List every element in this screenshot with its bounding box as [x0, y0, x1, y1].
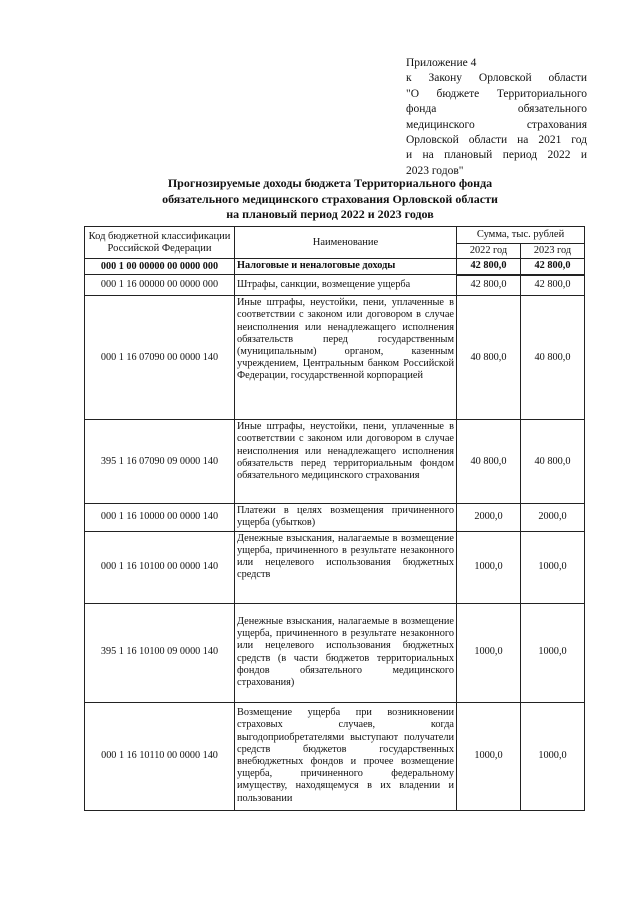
row-name: Денежные взыскания, налагаемые в возмещение ущерба, причиненного в результате незаконного или нецелевого использования бюджетных средств (в части бюджетов территориальных фондов обязательного медицинского страхования) [235, 603, 457, 702]
appendix-line: Приложение 4 [406, 57, 477, 69]
title-line-2: обязательного медицинского страхования Орловской области [162, 191, 498, 206]
row-value-2022: 1000,0 [457, 531, 521, 603]
row-value-2023: 40 800,0 [521, 296, 585, 420]
appendix-line: к Закону Орловской области [406, 72, 587, 85]
row-name: Возмещение ущерба при возникновении страховых случаев, когда выгодоприобретателями выступают получатели средств бюджетов государственных внебюджетных фондов и прочее возмещение ущерба, причиненного федеральному имуществу, находящемуся в их владении и пользовании [235, 702, 457, 810]
table-row [85, 296, 585, 420]
header-sum: Сумма, тыс. рублей [457, 227, 585, 244]
row-code: 395 1 16 07090 09 0000 140 [85, 420, 235, 504]
row-value-2022: 1000,0 [457, 702, 521, 810]
appendix-line: Орловской области на 2021 год [406, 134, 587, 147]
row-value-2023: 42 800,0 [521, 275, 585, 296]
row-value-2023: 42 800,0 [521, 259, 585, 275]
appendix-line: 2023 годов" [406, 164, 464, 177]
appendix-line: фонда обязательного [406, 103, 587, 116]
appendix-line: медицинского страхования [406, 118, 587, 131]
header-year-2022: 2022 год [457, 244, 521, 259]
table-row [85, 702, 585, 810]
row-name: Денежные взыскания, налагаемые в возмещение ущерба, причиненного в результате незаконного или нецелевого использования бюджетных средств [235, 531, 457, 603]
row-value-2023: 1000,0 [521, 531, 585, 603]
header-name: Наименование [235, 227, 457, 259]
row-name: Штрафы, санкции, возмещение ущерба [235, 275, 457, 296]
row-value-2022: 40 800,0 [457, 296, 521, 420]
table-row [85, 504, 585, 531]
row-code: 395 1 16 10100 09 0000 140 [85, 603, 235, 702]
table-row [85, 603, 585, 702]
header-year-2023: 2023 год [521, 244, 585, 259]
row-code: 000 1 16 00000 00 0000 000 [85, 275, 235, 296]
appendix-note [406, 56, 587, 179]
title-line-1: Прогнозируемые доходы бюджета Территориального фонда [167, 176, 493, 190]
row-name: Налоговые и неналоговые доходы [235, 259, 457, 275]
row-value-2022: 42 800,0 [457, 275, 521, 296]
table-header-row [85, 227, 585, 244]
table-row [85, 420, 585, 504]
revenue-table [84, 226, 585, 811]
row-code: 000 1 00 00000 00 0000 000 [85, 259, 235, 275]
appendix-line: "О бюджете Территориального [406, 87, 587, 100]
row-code: 000 1 16 10100 00 0000 140 [85, 531, 235, 603]
row-code: 000 1 16 07090 00 0000 140 [85, 296, 235, 420]
row-code: 000 1 16 10000 00 0000 140 [85, 504, 235, 531]
table-row [85, 259, 585, 275]
row-value-2022: 40 800,0 [457, 420, 521, 504]
row-value-2022: 1000,0 [457, 603, 521, 702]
row-value-2023: 1000,0 [521, 702, 585, 810]
header-code: Код бюджетной классификации Российской Федерации [85, 227, 235, 259]
table-row [85, 531, 585, 603]
row-value-2022: 42 800,0 [457, 259, 521, 275]
row-name: Иные штрафы, неустойки, пени, уплаченные в соответствии с законом или договором в случае неисполнения или ненадлежащего исполнения обязательств перед государственным (муниципальным) органом, казенным учреждением, Центральным банком Российской Федерации, государственной корпорацией [235, 296, 457, 420]
row-code: 000 1 16 10110 00 0000 140 [85, 702, 235, 810]
document-title [120, 176, 540, 223]
row-name: Платежи в целях возмещения причиненного ущерба (убытков) [235, 504, 457, 531]
row-name: Иные штрафы, неустойки, пени, уплаченные в соответствии с законом или договором в случае неисполнения или ненадлежащего исполнения обязательств перед территориальным фондом обязательного медицинского страхования [235, 420, 457, 504]
row-value-2022: 2000,0 [457, 504, 521, 531]
appendix-line: и на плановый период 2022 и [406, 149, 587, 162]
row-value-2023: 1000,0 [521, 603, 585, 702]
table-row [85, 275, 585, 296]
row-value-2023: 2000,0 [521, 504, 585, 531]
title-line-3: на плановый период 2022 и 2023 годов [226, 207, 434, 221]
row-value-2023: 40 800,0 [521, 420, 585, 504]
